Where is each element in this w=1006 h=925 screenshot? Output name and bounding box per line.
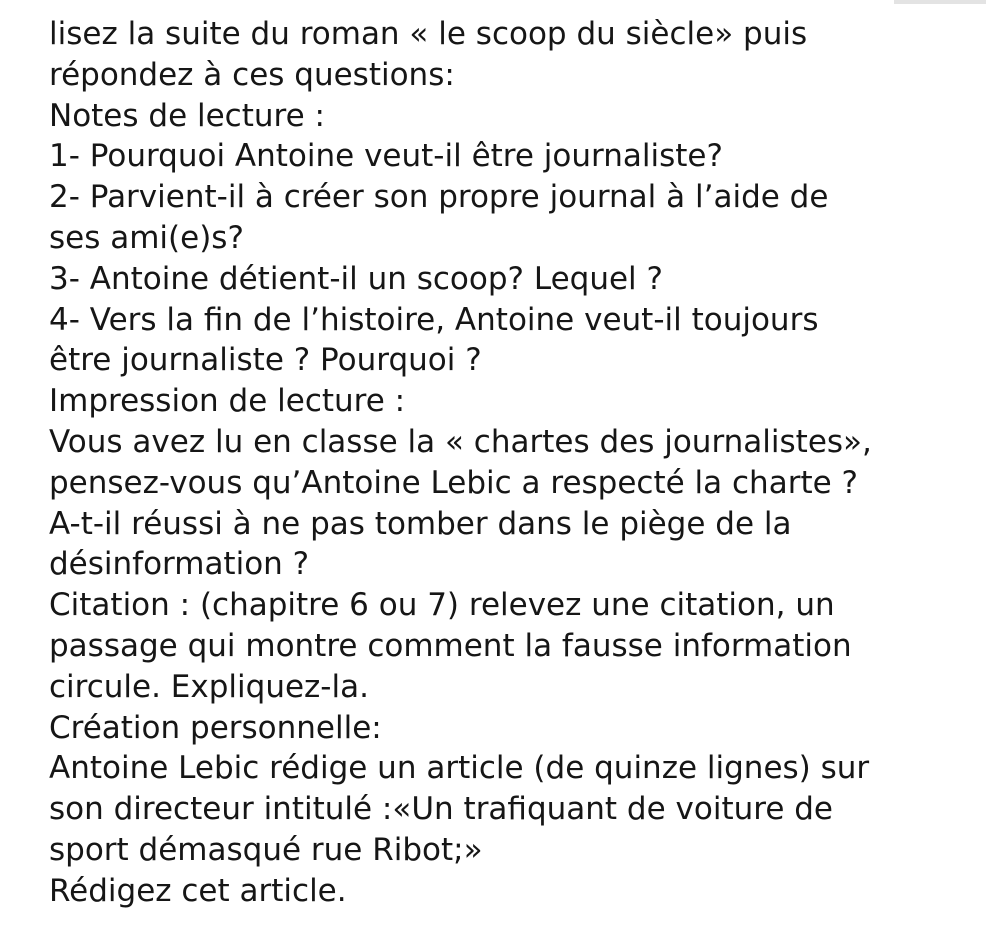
- question-2-line-1: 2- Parvient-il à créer son propre journal à l’aide de: [49, 179, 829, 216]
- section-heading-notes: Notes de lecture :: [49, 97, 325, 134]
- impression-line-2: pensez-vous qu’Antoine Lebic a respecté la charte ?: [49, 464, 858, 501]
- assignment-text: [49, 14, 994, 912]
- text-line-intro-1: lisez la suite du roman « le scoop du siècle» puis: [49, 16, 808, 52]
- top-edge-mark: [894, 0, 986, 4]
- impression-line-3: A-t-il réussi à ne pas tomber dans le piège de la: [49, 505, 792, 542]
- citation-line-3: circule. Expliquez-la.: [49, 668, 369, 705]
- section-heading-impression: Impression de lecture :: [49, 383, 406, 420]
- creation-line-1: Antoine Lebic rédige un article (de quinze lignes) sur: [49, 750, 870, 787]
- impression-line-1: Vous avez lu en classe la « chartes des journalistes»,: [49, 423, 872, 460]
- creation-line-3: sport démasqué rue Ribot;»: [49, 831, 483, 868]
- question-2-line-2: ses ami(e)s?: [49, 219, 244, 256]
- creation-line-4: Rédigez cet article.: [49, 872, 347, 909]
- text-line-intro-2: répondez à ces questions:: [49, 56, 455, 93]
- question-4-line-2: être journaliste ? Pourquoi ?: [49, 342, 482, 379]
- question-4-line-1: 4- Vers la fin de l’histoire, Antoine veut-il toujours: [49, 301, 819, 338]
- question-1: 1- Pourquoi Antoine veut-il être journaliste?: [49, 138, 723, 175]
- impression-line-4: désinformation ?: [49, 546, 310, 583]
- citation-line-2: passage qui montre comment la fausse information: [49, 627, 852, 664]
- citation-line-1: Citation : (chapitre 6 ou 7) relevez une citation, un: [49, 587, 835, 624]
- section-heading-creation: Création personnelle:: [49, 709, 382, 746]
- question-3: 3- Antoine détient-il un scoop? Lequel ?: [49, 260, 663, 297]
- creation-line-2: son directeur intitulé :«Un trafiquant de voiture de: [49, 791, 834, 828]
